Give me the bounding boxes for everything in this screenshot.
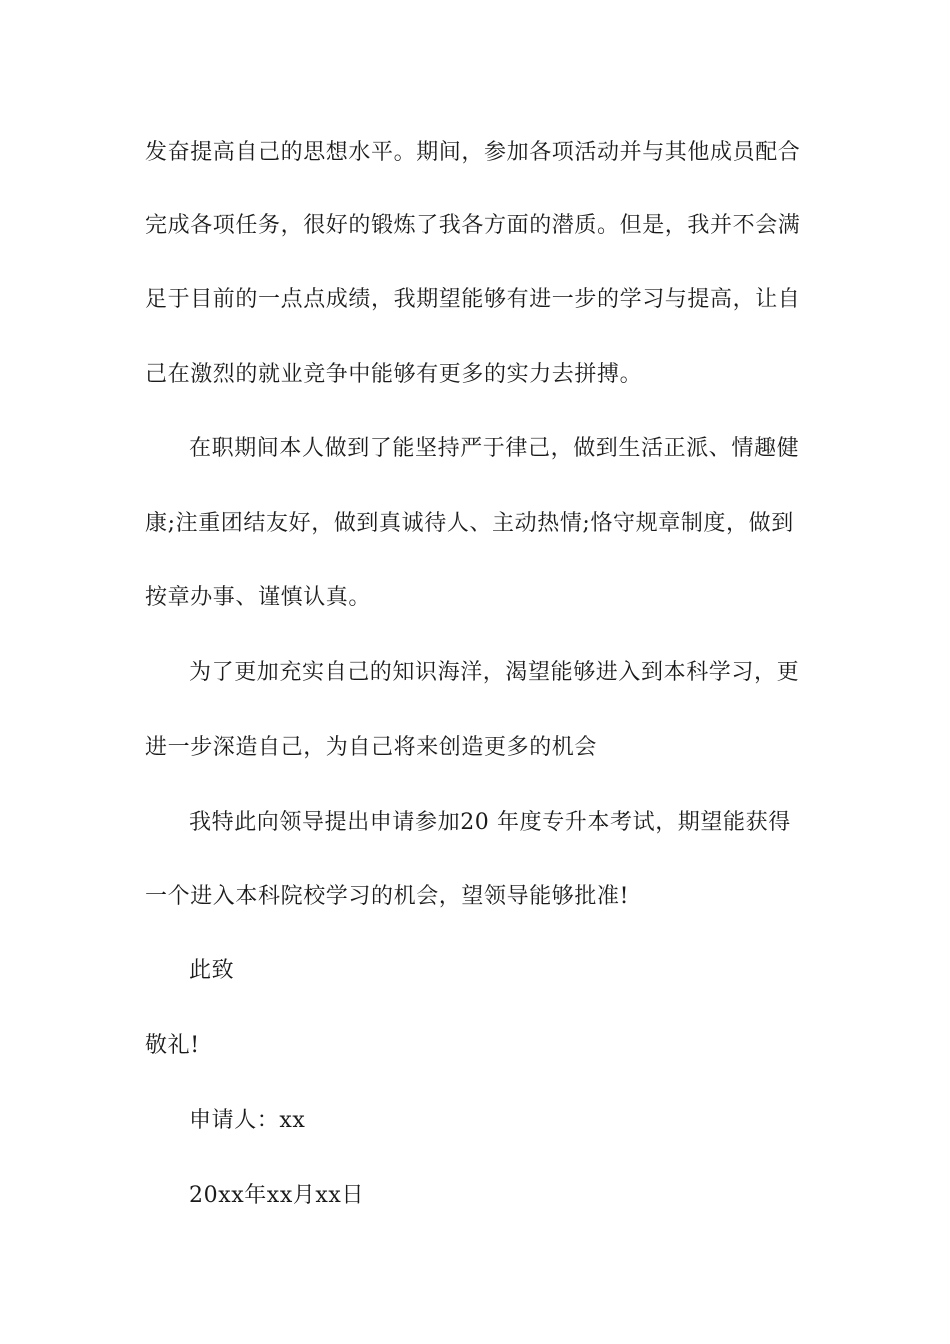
paragraph-line: 康;注重团结友好，做到真诚待人、主动热情;恪守规章制度，做到 bbox=[145, 511, 794, 536]
paragraph-line: 我特此向领导提出申请参加20 年度专升本考试，期望能获得 bbox=[189, 810, 791, 835]
paragraph-line: 一个进入本科院校学习的机会，望领导能够批准! bbox=[145, 884, 630, 909]
closing-salutation: 此致 bbox=[189, 958, 235, 983]
paragraph-line: 按章办事、谨慎认真。 bbox=[145, 585, 372, 610]
closing-regards: 敬礼! bbox=[145, 1033, 200, 1058]
paragraph-line: 足于目前的一点点成绩，我期望能够有进一步的学习与提高，让自 bbox=[145, 287, 801, 312]
paragraph-line: 己在激烈的就业竞争中能够有更多的实力去拼搏。 bbox=[145, 362, 643, 387]
paragraph-line: 进一步深造自己，为自己将来创造更多的机会 bbox=[145, 735, 598, 760]
paragraph-line: 在职期间本人做到了能坚持严于律己，做到生活正派、情趣健 bbox=[189, 436, 800, 461]
date-line: 20xx年xx月xx日 bbox=[189, 1183, 365, 1208]
paragraph-line: 发奋提高自己的思想水平。期间，参加各项活动并与其他成员配合 bbox=[145, 140, 801, 165]
paragraph-line: 完成各项任务，很好的锻炼了我各方面的潜质。但是，我并不会满 bbox=[145, 213, 801, 238]
paragraph-line: 为了更加充实自己的知识海洋，渴望能够进入到本科学习，更 bbox=[189, 660, 800, 685]
applicant-signature: 申请人：xx bbox=[189, 1108, 306, 1133]
